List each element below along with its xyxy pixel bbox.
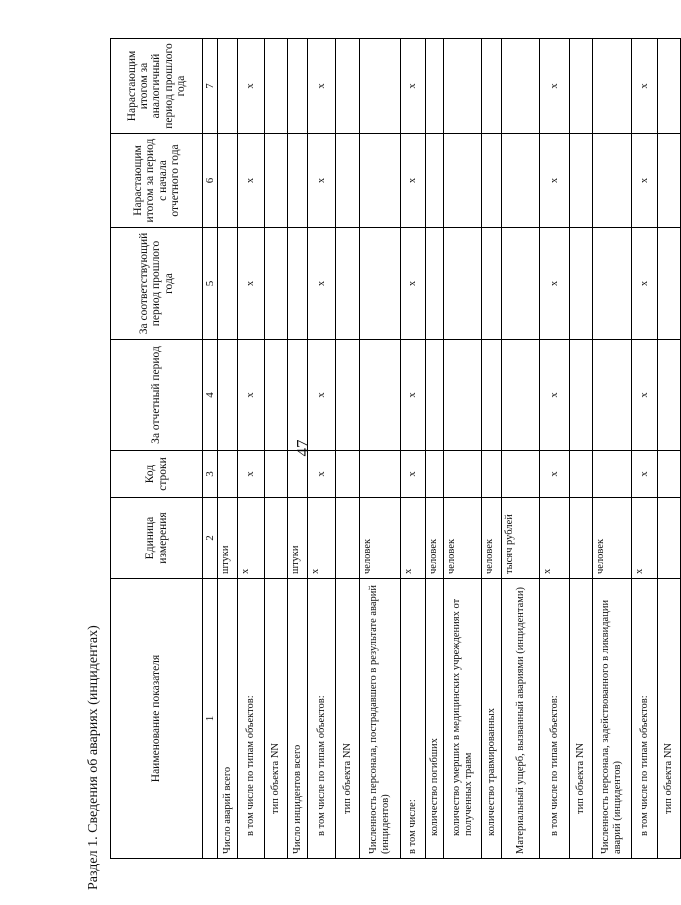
column-number: 2 <box>203 498 218 579</box>
ytd-prev-year-cell <box>288 39 308 134</box>
table-row <box>426 39 444 859</box>
ytd-prev-year-cell: х <box>632 39 658 134</box>
table-row <box>570 39 593 859</box>
reporting-period-cell: х <box>401 340 426 451</box>
prev-year-period-cell: х <box>238 228 265 340</box>
prev-year-period-cell <box>265 228 288 340</box>
table-row <box>502 39 540 859</box>
indicator-name-cell: в том числе по типам объектов: <box>632 579 658 859</box>
prev-year-period-cell <box>288 228 308 340</box>
header-ytd-current: Нарастающим итогом за период с начала отчетного года <box>111 134 203 228</box>
header-prev-year-period: За соответствующий период прошлого года <box>111 228 203 340</box>
ytd-prev-year-cell <box>482 39 502 134</box>
indicator-name-cell: тип объекта NN <box>658 579 681 859</box>
ytd-current-cell <box>444 134 482 228</box>
row-code-cell: х <box>308 451 336 498</box>
table-row <box>308 39 336 859</box>
ytd-current-cell: х <box>632 134 658 228</box>
unit-cell: штуки <box>288 498 308 579</box>
indicator-name-cell: тип объекта NN <box>336 579 360 859</box>
ytd-current-cell <box>426 134 444 228</box>
reporting-period-cell <box>502 340 540 451</box>
prev-year-period-cell <box>218 228 238 340</box>
ytd-prev-year-cell <box>444 39 482 134</box>
indicator-name-cell: в том числе по типам объектов: <box>238 579 265 859</box>
reporting-period-cell: х <box>632 340 658 451</box>
table-row <box>593 39 632 859</box>
unit-cell: х <box>308 498 336 579</box>
ytd-current-cell <box>288 134 308 228</box>
ytd-current-cell <box>360 134 401 228</box>
reporting-period-cell: х <box>308 340 336 451</box>
ytd-prev-year-cell <box>570 39 593 134</box>
page-number: 47 <box>293 439 312 457</box>
unit-cell: человек <box>593 498 632 579</box>
reporting-period-cell: х <box>540 340 570 451</box>
table-header-row <box>111 39 203 859</box>
reporting-period-cell <box>593 340 632 451</box>
column-number: 3 <box>203 451 218 498</box>
unit-cell: штуки <box>218 498 238 579</box>
table-row <box>632 39 658 859</box>
accidents-table <box>110 38 681 859</box>
section-title: Раздел 1. Сведения об авариях (инцидентах) <box>86 625 101 890</box>
ytd-current-cell: х <box>401 134 426 228</box>
ytd-current-cell <box>570 134 593 228</box>
row-code-cell <box>444 451 482 498</box>
row-code-cell: х <box>632 451 658 498</box>
prev-year-period-cell <box>658 228 681 340</box>
ytd-prev-year-cell <box>360 39 401 134</box>
row-code-cell <box>593 451 632 498</box>
prev-year-period-cell <box>502 228 540 340</box>
reporting-period-cell: х <box>238 340 265 451</box>
ytd-current-cell <box>336 134 360 228</box>
column-number: 5 <box>203 228 218 340</box>
ytd-prev-year-cell <box>502 39 540 134</box>
reporting-period-cell <box>218 340 238 451</box>
column-number: 1 <box>203 579 218 859</box>
indicator-name-cell: Число аварий всего <box>218 579 238 859</box>
indicator-name-cell: тип объекта NN <box>570 579 593 859</box>
unit-cell: х <box>401 498 426 579</box>
ytd-current-cell <box>658 134 681 228</box>
unit-cell: х <box>540 498 570 579</box>
column-number: 4 <box>203 340 218 451</box>
header-indicator-name: Наименование показателя <box>111 579 203 859</box>
column-number: 6 <box>203 134 218 228</box>
reporting-period-cell <box>360 340 401 451</box>
header-reporting-period: За отчетный период <box>111 340 203 451</box>
table-row <box>658 39 681 859</box>
row-code-cell <box>426 451 444 498</box>
table-row <box>360 39 401 859</box>
reporting-period-cell <box>570 340 593 451</box>
prev-year-period-cell <box>593 228 632 340</box>
ytd-current-cell: х <box>540 134 570 228</box>
reporting-period-cell <box>265 340 288 451</box>
prev-year-period-cell <box>570 228 593 340</box>
ytd-prev-year-cell <box>218 39 238 134</box>
indicator-name-cell: Материальный ущерб, вызванный авариями (инцидентами) <box>502 579 540 859</box>
unit-cell <box>336 498 360 579</box>
column-numbers-row <box>203 39 218 859</box>
table-row <box>218 39 238 859</box>
prev-year-period-cell <box>482 228 502 340</box>
ytd-current-cell <box>218 134 238 228</box>
ytd-prev-year-cell <box>336 39 360 134</box>
row-code-cell: х <box>401 451 426 498</box>
ytd-prev-year-cell <box>426 39 444 134</box>
table-row <box>336 39 360 859</box>
indicator-name-cell: Численность персонала, пострадавшего в результате аварий (инцидентов) <box>360 579 401 859</box>
prev-year-period-cell: х <box>632 228 658 340</box>
indicator-name-cell: в том числе: <box>401 579 426 859</box>
reporting-period-cell <box>426 340 444 451</box>
row-code-cell <box>288 451 308 498</box>
ytd-prev-year-cell: х <box>238 39 265 134</box>
ytd-prev-year-cell: х <box>540 39 570 134</box>
row-code-cell <box>265 451 288 498</box>
ytd-current-cell <box>502 134 540 228</box>
indicator-name-cell: в том числе по типам объектов: <box>540 579 570 859</box>
row-code-cell: х <box>238 451 265 498</box>
table-row <box>444 39 482 859</box>
row-code-cell <box>218 451 238 498</box>
ytd-prev-year-cell <box>265 39 288 134</box>
ytd-prev-year-cell <box>658 39 681 134</box>
unit-cell: тысяч рублей <box>502 498 540 579</box>
header-row-code: Код строки <box>111 451 203 498</box>
table-row <box>238 39 265 859</box>
ytd-prev-year-cell: х <box>401 39 426 134</box>
reporting-period-cell <box>444 340 482 451</box>
table-row <box>401 39 426 859</box>
indicator-name-cell: количество умерших в медицинских учреждениях от полученных травм <box>444 579 482 859</box>
ytd-current-cell <box>482 134 502 228</box>
unit-cell <box>570 498 593 579</box>
ytd-prev-year-cell: х <box>308 39 336 134</box>
row-code-cell <box>570 451 593 498</box>
header-unit: Единица измерения <box>111 498 203 579</box>
indicator-name-cell: в том числе по типам объектов: <box>308 579 336 859</box>
unit-cell <box>265 498 288 579</box>
ytd-current-cell: х <box>238 134 265 228</box>
column-number: 7 <box>203 39 218 134</box>
unit-cell: человек <box>426 498 444 579</box>
prev-year-period-cell: х <box>401 228 426 340</box>
indicator-name-cell: количество погибших <box>426 579 444 859</box>
prev-year-period-cell <box>360 228 401 340</box>
reporting-period-cell <box>482 340 502 451</box>
ytd-prev-year-cell <box>593 39 632 134</box>
table-row <box>265 39 288 859</box>
unit-cell: человек <box>360 498 401 579</box>
row-code-cell <box>482 451 502 498</box>
table-row <box>288 39 308 859</box>
reporting-period-cell <box>658 340 681 451</box>
unit-cell: х <box>238 498 265 579</box>
reporting-period-cell <box>336 340 360 451</box>
prev-year-period-cell: х <box>308 228 336 340</box>
unit-cell <box>658 498 681 579</box>
unit-cell: человек <box>444 498 482 579</box>
header-ytd-prev-year: Нарастающим итогом за аналогичный период прошлого года <box>111 39 203 134</box>
row-code-cell <box>360 451 401 498</box>
row-code-cell <box>336 451 360 498</box>
ytd-current-cell <box>265 134 288 228</box>
prev-year-period-cell <box>444 228 482 340</box>
unit-cell: человек <box>482 498 502 579</box>
prev-year-period-cell <box>336 228 360 340</box>
unit-cell: х <box>632 498 658 579</box>
ytd-current-cell <box>593 134 632 228</box>
prev-year-period-cell <box>426 228 444 340</box>
indicator-name-cell: Численность персонала, задействованного в ликвидации аварий (инцидентов) <box>593 579 632 859</box>
indicator-name-cell: Число инцидентов всего <box>288 579 308 859</box>
table-row <box>540 39 570 859</box>
prev-year-period-cell: х <box>540 228 570 340</box>
indicator-name-cell: тип объекта NN <box>265 579 288 859</box>
indicator-name-cell: количество травмированных <box>482 579 502 859</box>
ytd-current-cell: х <box>308 134 336 228</box>
row-code-cell: х <box>540 451 570 498</box>
row-code-cell <box>502 451 540 498</box>
table-row <box>482 39 502 859</box>
reporting-period-cell <box>288 340 308 451</box>
row-code-cell <box>658 451 681 498</box>
